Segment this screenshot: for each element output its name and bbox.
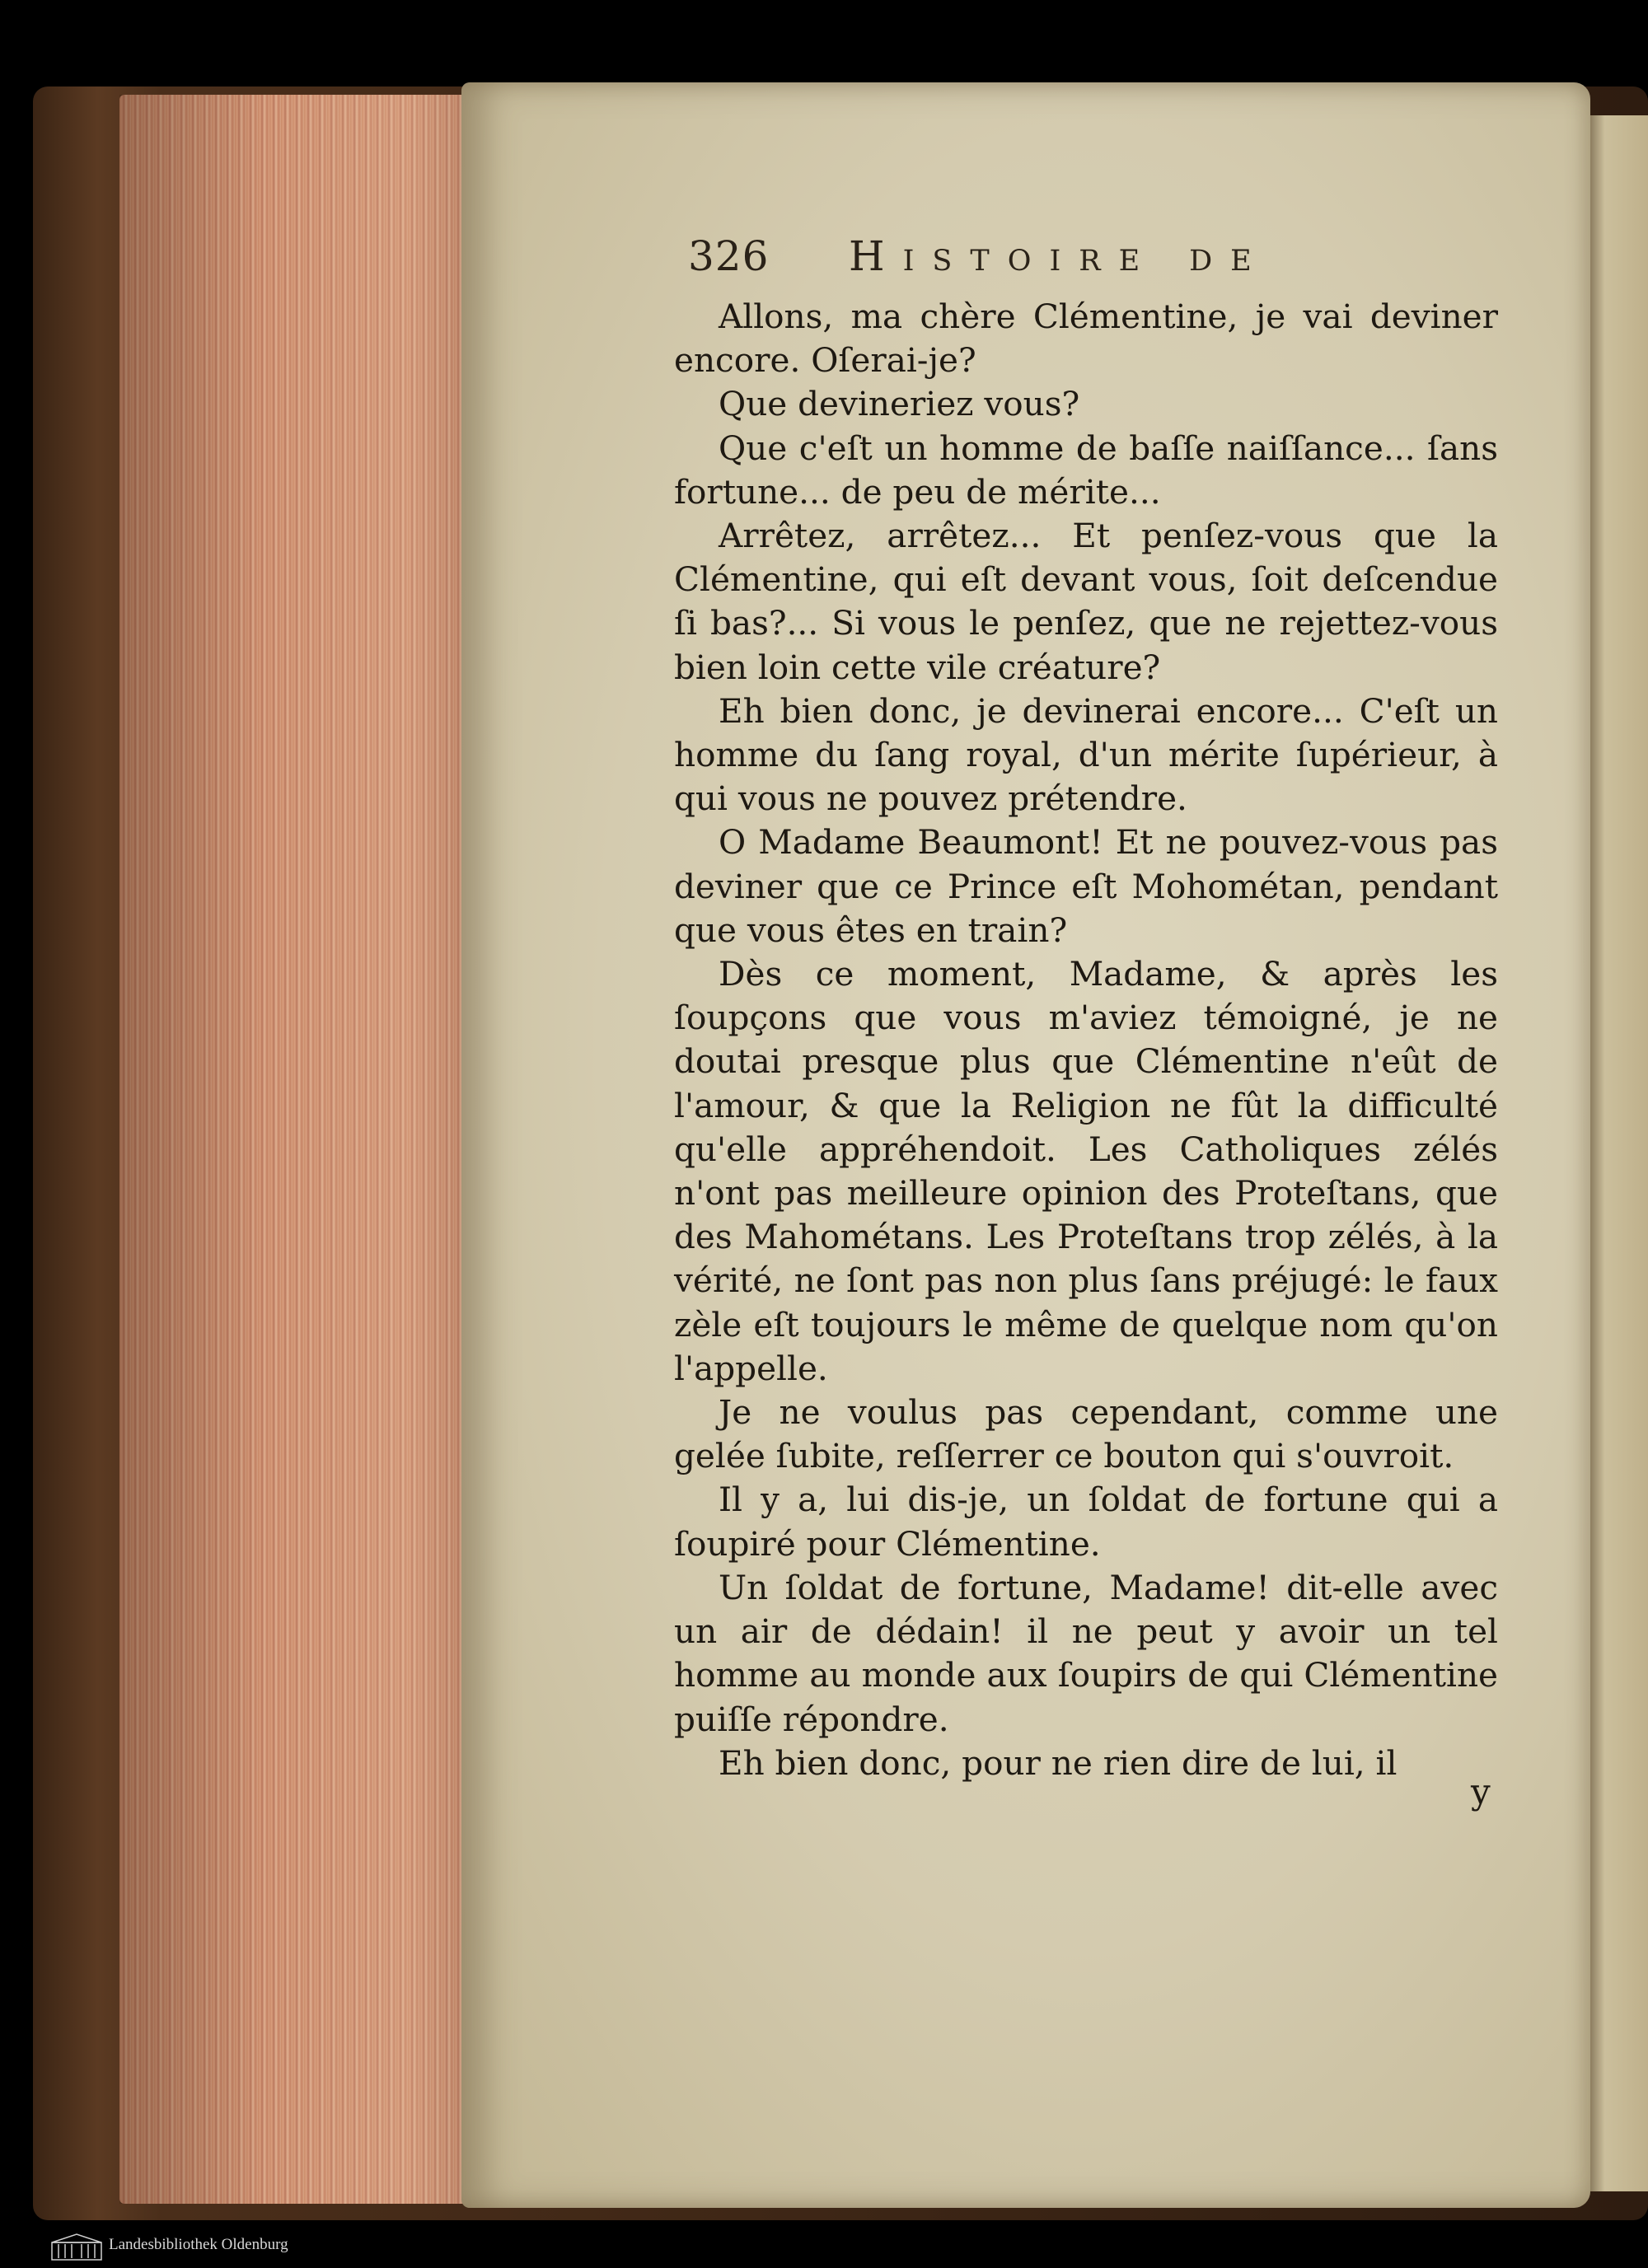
page-block-shading xyxy=(119,95,482,2204)
facing-page-edge xyxy=(1586,115,1648,2191)
body-text xyxy=(674,295,1498,1785)
paragraph: Eh bien donc, je devinerai encore... C'eſt un homme du ſang royal, d'un mérite ſupérieur, à qui vous ne pouvez prétendre. xyxy=(674,690,1498,819)
paragraph: Que c'eſt un homme de baſſe naiſſance... ſans fortune... de peu de mérite... xyxy=(674,428,1498,512)
page-header xyxy=(688,232,1512,290)
paragraph: Il y a, lui dis-je, un ſoldat de fortune qui a ſoupiré pour Clémentine. xyxy=(674,1480,1498,1564)
paragraph: Allons, ma chère Clémentine, je vai deviner encore. Oſerai-je? xyxy=(674,297,1498,381)
catchword: y xyxy=(1471,1771,1491,1812)
paragraph: Eh bien donc, pour ne rien dire de lui, il xyxy=(719,1742,1398,1783)
footer-bar xyxy=(0,2224,1648,2268)
running-title: Histoire de xyxy=(849,232,1270,280)
paragraph: Que devineriez vous? xyxy=(719,384,1080,424)
paragraph: Je ne voulus pas cependant, comme une gelée ſubite, reſſerrer ce bouton qui s'ouvroit. xyxy=(674,1392,1498,1476)
library-name: Landesbibliothek Oldenburg xyxy=(109,2236,288,2253)
paragraph: Dès ce moment, Madame, & après les ſoupçons que vous m'aviez témoigné, je ne doutai presque plus que Clémentine n'eût de l'amour, & que la Religion ne fût la difficulté qu'elle appréhendoit. Les Catholiques zélés n'ont pas meilleure opinion des Proteſtans, que des Mahométans. Les Proteſtans trop zélés, à la vérité, ne ſont pas non plus ſans préjugé: le faux zèle eſt toujours le même de quelque nom qu'on l'appelle. xyxy=(674,954,1498,1388)
paragraph: Un ſoldat de fortune, Madame! dit-elle avec un air de dédain! il ne peut y avoir un tel homme au monde aux ſoupirs de qui Clémentine puiſſe répondre. xyxy=(674,1567,1498,1739)
page-number: 326 xyxy=(688,232,770,280)
library-building-icon xyxy=(51,2233,102,2261)
paragraph: Arrêtez, arrêtez... Et penſez-vous que la Clémentine, qui eſt devant vous, ſoit deſcendue ſi bas?... Si vous le penſez, que ne rejettez-vous bien loin cette vile créature? xyxy=(674,516,1498,687)
paragraph: O Madame Beaumont! Et ne pouvez-vous pas deviner que ce Prince eſt Mohométan, pendant que vous êtes en train? xyxy=(674,822,1498,950)
